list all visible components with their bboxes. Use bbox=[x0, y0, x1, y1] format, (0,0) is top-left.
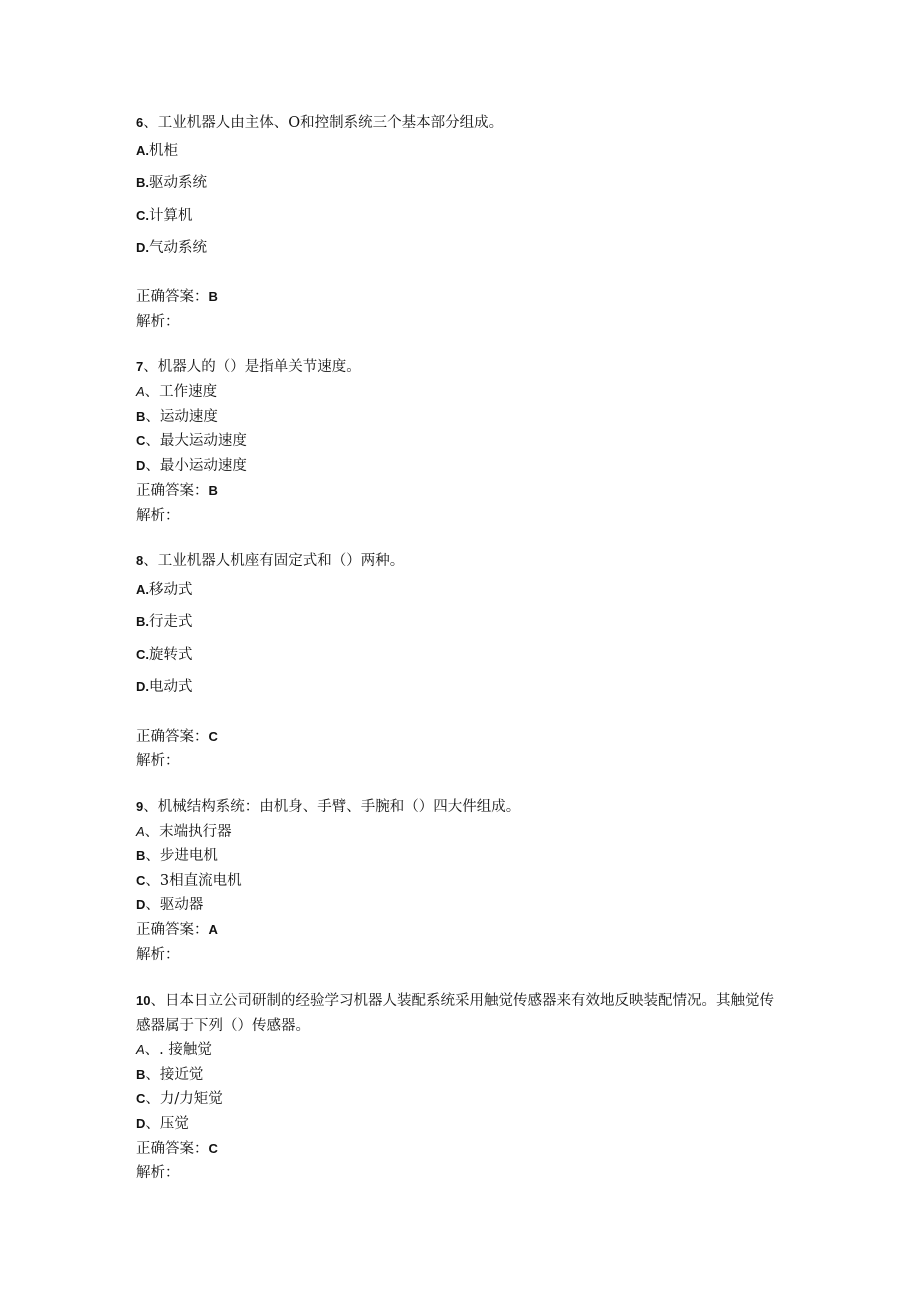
question-8-option-d bbox=[136, 677, 193, 697]
answer-value: C bbox=[208, 1141, 218, 1156]
option-text: 、最大运动速度 bbox=[145, 433, 247, 449]
question-6-option-a bbox=[136, 141, 178, 161]
question-8-answer bbox=[136, 727, 218, 747]
option-text: 、力/力矩觉 bbox=[145, 1091, 223, 1107]
question-10-option-d bbox=[136, 1114, 189, 1134]
option-text: 旋转式 bbox=[149, 647, 193, 663]
question-6-option-b bbox=[136, 173, 207, 193]
question-8-option-c bbox=[136, 645, 193, 665]
question-7-option-a bbox=[136, 382, 217, 402]
option-text: 气动系统 bbox=[149, 240, 207, 256]
answer-value: B bbox=[208, 289, 218, 304]
option-text: 、最小运动速度 bbox=[145, 458, 247, 474]
answer-label: 正确答案： bbox=[136, 922, 209, 938]
question-number: 9 bbox=[136, 799, 144, 814]
question-9-stem bbox=[136, 797, 520, 817]
question-9-answer bbox=[136, 920, 218, 940]
answer-label: 正确答案： bbox=[136, 289, 209, 305]
question-6-stem bbox=[136, 113, 503, 133]
question-number: 8 bbox=[136, 553, 144, 568]
question-7-analysis: 解析： bbox=[136, 508, 180, 524]
question-7-option-c bbox=[136, 431, 247, 451]
option-text: 、运动速度 bbox=[145, 409, 218, 425]
question-10-option-b bbox=[136, 1065, 203, 1085]
option-letter: B. bbox=[136, 614, 149, 629]
answer-label: 正确答案： bbox=[136, 729, 209, 745]
question-10-stem bbox=[136, 988, 786, 1039]
question-9-analysis: 解析： bbox=[136, 947, 180, 963]
question-6-answer bbox=[136, 287, 218, 307]
question-8-analysis: 解析： bbox=[136, 753, 180, 769]
question-text: 、机械结构系统：由机身、手臂、手腕和（）四大件组成。 bbox=[143, 799, 521, 815]
option-text: 、工作速度 bbox=[144, 384, 218, 400]
option-text: 驱动系统 bbox=[149, 175, 207, 191]
question-7-option-d bbox=[136, 456, 247, 476]
question-8-option-a bbox=[136, 580, 193, 600]
option-text: 机柜 bbox=[149, 143, 178, 159]
option-letter: D. bbox=[136, 240, 149, 255]
question-number: 7 bbox=[136, 359, 144, 374]
option-letter: B. bbox=[136, 175, 149, 190]
option-text: 、接近觉 bbox=[145, 1067, 204, 1083]
option-text: 移动式 bbox=[149, 582, 193, 598]
question-text: 、机器人的（）是指单关节速度。 bbox=[143, 359, 361, 375]
answer-value: A bbox=[208, 922, 218, 937]
question-text: 、工业机器人由主体、O和控制系统三个基本部分组成。 bbox=[143, 115, 504, 131]
option-letter: A. bbox=[136, 582, 149, 597]
answer-label: 正确答案： bbox=[136, 483, 209, 499]
question-9-option-a bbox=[136, 822, 232, 842]
question-6-option-c bbox=[136, 206, 193, 226]
option-letter: C bbox=[136, 873, 146, 888]
question-9-option-c bbox=[136, 871, 242, 891]
question-10-analysis: 解析： bbox=[136, 1165, 180, 1181]
option-letter: B bbox=[136, 848, 146, 863]
option-text: 行走式 bbox=[149, 614, 193, 630]
option-letter: D. bbox=[136, 679, 149, 694]
option-letter: C. bbox=[136, 208, 149, 223]
answer-label: 正确答案： bbox=[136, 1141, 209, 1157]
option-letter: C bbox=[136, 1091, 146, 1106]
question-7-option-b bbox=[136, 407, 218, 427]
option-letter: A bbox=[136, 384, 145, 399]
question-10-answer bbox=[136, 1139, 218, 1159]
question-10-option-c bbox=[136, 1089, 223, 1109]
option-text: 、. 接触觉 bbox=[144, 1042, 212, 1058]
option-text: 、3相直流电机 bbox=[145, 873, 242, 889]
question-6-option-d bbox=[136, 238, 207, 258]
question-9-option-d bbox=[136, 895, 203, 915]
question-6-analysis: 解析： bbox=[136, 314, 180, 330]
option-letter: D bbox=[136, 1116, 146, 1131]
question-8-option-b bbox=[136, 612, 193, 632]
option-letter: D bbox=[136, 458, 146, 473]
option-letter: B bbox=[136, 409, 146, 424]
option-text: 、压觉 bbox=[145, 1116, 189, 1132]
option-letter: B bbox=[136, 1067, 146, 1082]
option-text: 电动式 bbox=[149, 679, 193, 695]
question-8-stem bbox=[136, 551, 404, 571]
question-number: 10 bbox=[136, 993, 151, 1008]
option-text: 、末端执行器 bbox=[144, 824, 232, 840]
option-letter: C. bbox=[136, 647, 149, 662]
question-text: 、日本日立公司研制的经验学习机器人装配系统采用触觉传感器来有效地反映装配情况。其触觉传感器属于下列（）传感器。 bbox=[136, 993, 774, 1034]
question-10-option-a bbox=[136, 1040, 212, 1060]
option-letter: C bbox=[136, 433, 146, 448]
answer-value: C bbox=[208, 729, 218, 744]
question-number: 6 bbox=[136, 115, 144, 130]
option-letter: A. bbox=[136, 143, 149, 158]
option-letter: A bbox=[136, 1042, 145, 1057]
option-letter: A bbox=[136, 824, 145, 839]
question-text: 、工业机器人机座有固定式和（）两种。 bbox=[143, 553, 405, 569]
answer-value: B bbox=[208, 483, 218, 498]
question-9-option-b bbox=[136, 846, 218, 866]
option-text: 、步进电机 bbox=[145, 848, 218, 864]
option-text: 计算机 bbox=[149, 208, 193, 224]
question-7-answer bbox=[136, 481, 218, 501]
question-7-stem bbox=[136, 357, 361, 377]
option-letter: D bbox=[136, 897, 146, 912]
option-text: 、驱动器 bbox=[145, 897, 204, 913]
